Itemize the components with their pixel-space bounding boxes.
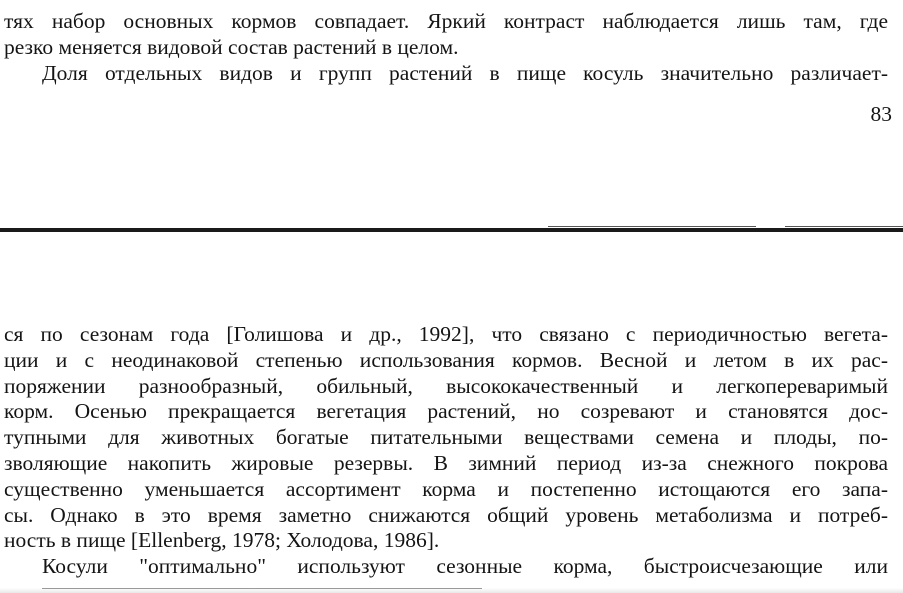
text-line: ность в пище [Ellenberg, 1978; Холодова, 1986].: [4, 528, 440, 552]
previous-page-fragment: [0, 0, 903, 226]
text-line: существенно уменьшается ассортимент корма и постепенно истощаются его запа-: [4, 477, 888, 501]
text-line: Доля отдельных видов и групп растений в пище косуль значительно различает-: [42, 61, 888, 85]
page-edge-line: [42, 588, 482, 589]
text-line: зволяющие накопить жировые резервы. В зимний период из-за снежного покрова: [4, 451, 888, 475]
text-line: ции и с неодинаковой степенью использования кормов. Весной и летом в их рас-: [4, 348, 888, 372]
text-line: резко меняется видовой состав растений в целом.: [4, 35, 459, 59]
page-edge-line: [785, 226, 903, 227]
text-line: ся по сезонам года [Голишова и др., 1992], что связано с периодичностью вегета-: [4, 322, 888, 346]
page-edge-line: [548, 226, 756, 227]
text-line: тупными для животных богатые питательными веществами семена и плоды, по-: [4, 425, 888, 449]
text-line: сы. Однако в это время заметно снижаются общий уровень метаболизма и потреб-: [4, 503, 888, 527]
page-number: 83: [870, 102, 892, 126]
text-line: Косули "оптимально" используют сезонные корма, быстроисчезающие или: [42, 554, 888, 578]
text-line: поряжении разнообразный, обильный, высококачественный и легкопереваримый: [4, 374, 888, 398]
text-line: корм. Осенью прекращается вегетация растений, но созревают и становятся дос-: [4, 399, 888, 423]
next-page-fragment: [0, 232, 903, 593]
text-line: тях набор основных кормов совпадает. Яркий контраст наблюдается лишь там, где: [4, 9, 888, 33]
